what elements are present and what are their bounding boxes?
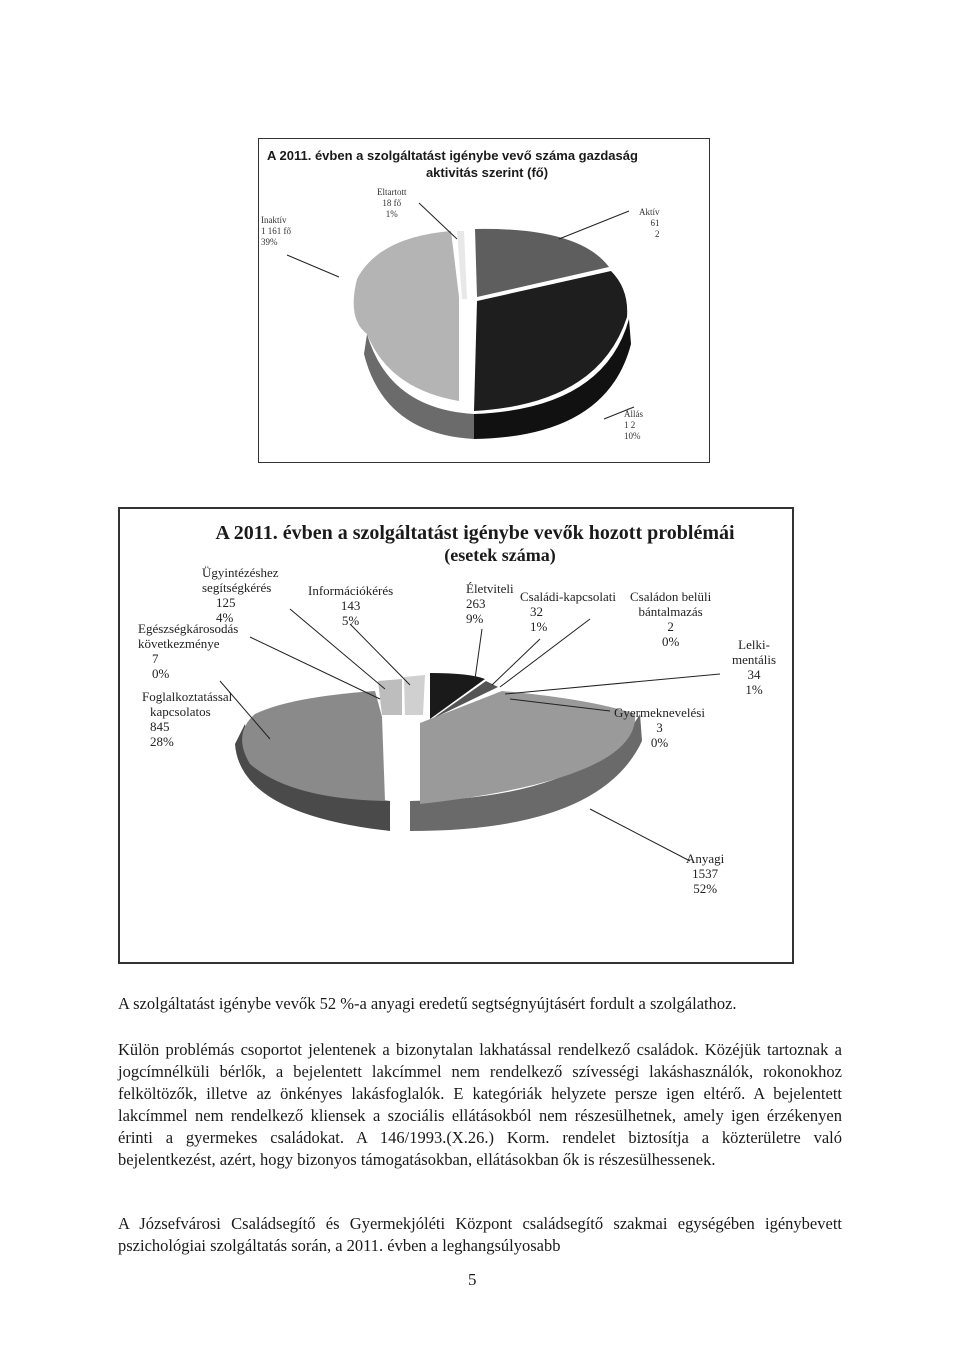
- informacio-label: [308, 583, 393, 628]
- csaladi-count: 32: [530, 604, 543, 619]
- activity-chart-title-line1: A 2011. évben a szolgáltatást igénybe vevő száma gazdaság: [267, 148, 638, 163]
- ugyintezes-label: [202, 565, 279, 625]
- ugyintezes-name-2: segítségkérés: [202, 580, 272, 595]
- egeszseg-name-2: következménye: [138, 636, 220, 651]
- eletviteli-count: 263: [466, 596, 486, 611]
- anyagi-label: [686, 851, 724, 896]
- anyagi-count: 1537: [692, 866, 719, 881]
- paragraph-psychology: A Józsefvárosi Családsegítő és Gyermekjóléti Központ családsegítő szakmai egységében igénybevett pszichológiai szolgáltatás során, a 2011. évben a leghangsúlyosabb: [118, 1214, 842, 1255]
- eltartott-label: [377, 187, 407, 220]
- gyermek-name: Gyermeknevelési: [614, 705, 705, 720]
- anyagi-pct: 52%: [693, 881, 718, 896]
- gyermek-count: 3: [656, 720, 663, 735]
- paragraph-anyagi-share: A szolgáltatást igénybe vevők 52 %-a anyagi eredetű segtségnyújtásért fordult a szolgálathoz.: [118, 994, 737, 1013]
- informacio-name: Információkérés: [308, 583, 394, 598]
- allas-name: Állás: [624, 409, 643, 419]
- bantalmazas-name-2: bántalmazás: [638, 604, 703, 619]
- lelki-count: 34: [747, 667, 761, 682]
- eltartott-name: Eltartott: [377, 187, 407, 197]
- page-number: 5: [468, 1270, 477, 1289]
- aktiv-label: [639, 207, 660, 240]
- ugyintezes-count: 125: [216, 595, 236, 610]
- paragraph-housing: Külön problémás csoportot jelentenek a bizonytalan lakhatással rendelkező családok. Közéjük tartoznak a jogcímnélküli bérlők, a bejelentett lakcímmel nem rendelkező szívességi lakáshasználók, rokonokhoz felköltözők, illetve az önkényes lakásfoglalók. E kategóriák helyzete persze igen eltérő. A bejelentett lakcímmel nem rendelkező kliensek a szociális ellátásokból nem részesülhetnek, amely igen érzékenyen érinti a gyermekes családokat. A 146/1993.(X.26.) Korm. rendelet biztosítja a közterületre való bejelentkezést, azért, hogy bizonyos támogatásokban, ellátásokban ők is részesülhessenek.: [118, 1040, 842, 1169]
- egeszseg-label: [138, 621, 238, 681]
- allas-pct: 10%: [624, 431, 641, 441]
- allas-label: [624, 409, 643, 442]
- lelki-name-2: mentális: [732, 652, 777, 667]
- pie2-leader-eletviteli: [475, 629, 482, 679]
- informacio-count: 143: [340, 598, 361, 613]
- activity-chart-title-line2: aktivitás szerint (fő): [425, 165, 549, 180]
- inaktiv-name: Inaktív: [261, 215, 287, 225]
- egeszseg-name-1: Egészségkárosodás: [138, 621, 239, 636]
- foglalk-name-2: kapcsolatos: [150, 704, 211, 719]
- allas-count: 1 2: [624, 420, 636, 430]
- gyermek-label: [614, 705, 705, 750]
- inaktiv-pct: 39%: [261, 237, 278, 247]
- eletviteli-pct: 9%: [466, 611, 484, 626]
- anyagi-name: Anyagi: [686, 851, 725, 866]
- aktiv-pct: 2: [655, 229, 660, 239]
- lelki-label: [732, 637, 776, 697]
- eltartott-count: 18 fő: [382, 198, 402, 208]
- pie1-slice-inaktiv: [354, 231, 459, 401]
- pie1-leader-aktiv: [559, 211, 629, 239]
- pie1-slice-eltartott: [457, 231, 467, 299]
- inaktiv-count: 1 161 fő: [261, 226, 291, 236]
- eletviteli-name: Életviteli: [466, 581, 514, 596]
- ugyintezes-name-1: Ügyintézéshez: [202, 565, 279, 580]
- activity-chart-frame: [258, 138, 710, 463]
- bantalmazas-name-1: Családon belüli: [630, 589, 712, 604]
- bantalmazas-count: 2: [667, 619, 674, 634]
- foglalk-name-1: Foglalkoztatással: [142, 689, 233, 704]
- lelki-name-1: Lelki-: [738, 637, 770, 652]
- bantalmazas-pct: 0%: [661, 634, 680, 649]
- inaktiv-label: [261, 215, 291, 248]
- csaladi-name: Családi-kapcsolati: [520, 589, 617, 604]
- aktiv-count: 61: [650, 218, 660, 228]
- aktiv-name: Aktív: [639, 207, 660, 217]
- pie2-leader-informacio: [350, 624, 410, 685]
- foglalk-pct: 28%: [150, 734, 174, 749]
- pie1-leader-inaktiv: [287, 255, 339, 277]
- lelki-pct: 1%: [745, 682, 763, 697]
- csaladi-pct: 1%: [530, 619, 548, 634]
- eletviteli-label: [466, 581, 514, 626]
- problems-chart-frame: [118, 507, 794, 964]
- problems-chart-title: A 2011. évben a szolgáltatást igénybe vevők hozott problémái: [215, 522, 735, 544]
- pie2-leader-anyagi: [590, 809, 690, 861]
- ugyintezes-pct: 4%: [216, 610, 234, 625]
- pie2-leader-lelki: [505, 674, 720, 694]
- eltartott-pct: 1%: [385, 209, 398, 219]
- pie2-slice-ugyintezes: [378, 679, 402, 715]
- egeszseg-count: 7: [152, 651, 159, 666]
- informacio-pct: 5%: [341, 613, 360, 628]
- bantalmazas-label: [630, 589, 711, 649]
- problems-chart-subtitle: (esetek száma): [444, 545, 556, 565]
- foglalk-label: [142, 689, 232, 749]
- csaladi-label: [520, 589, 616, 634]
- pie2-slice-informacio: [404, 675, 425, 715]
- foglalk-count: 845: [150, 719, 170, 734]
- gyermek-pct: 0%: [650, 735, 669, 750]
- egeszseg-pct: 0%: [152, 666, 170, 681]
